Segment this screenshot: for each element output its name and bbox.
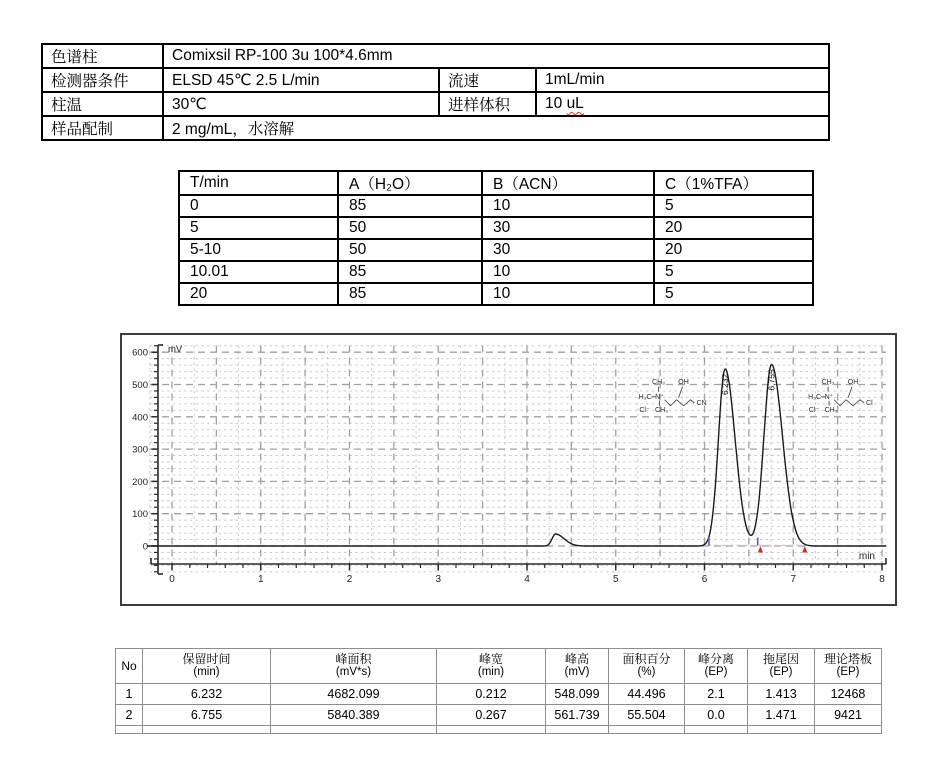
row-value	[536, 92, 829, 116]
table-header-row	[116, 649, 882, 684]
x-tick-label: 8	[879, 574, 885, 585]
col-header: T/min	[179, 171, 338, 195]
table-row	[179, 171, 813, 195]
table-row	[179, 217, 813, 239]
x-tick-label: 0	[169, 574, 175, 585]
cell: 10	[482, 283, 654, 305]
cell: 0.267	[437, 705, 546, 726]
svg-text:CH₃: CH₃	[821, 378, 835, 386]
cell: 561.739	[546, 705, 609, 726]
row-value: ELSD 45℃ 2.5 L/min	[163, 68, 439, 92]
table-row	[116, 705, 882, 726]
row-value: 2 mg/mL，水溶解	[163, 116, 829, 140]
svg-text:Cl⁻: Cl⁻	[808, 406, 820, 414]
col-header: 峰面积 (mV*s)	[271, 649, 437, 684]
x-axis-unit-label: min	[858, 551, 875, 562]
col-header: 峰分离 (EP)	[685, 649, 748, 684]
row-value: Comixsil RP-100 3u 100*4.6mm	[163, 44, 829, 68]
svg-text:CN: CN	[696, 399, 707, 407]
cell: 30	[482, 217, 654, 239]
cell: 9421	[815, 705, 882, 726]
cell: 20	[654, 217, 813, 239]
cell: 20	[179, 283, 338, 305]
table-row-stub	[116, 726, 882, 734]
cell: 548.099	[546, 684, 609, 705]
cell: 0	[179, 195, 338, 217]
col-header: 保留时间 (min)	[143, 649, 271, 684]
cell: 85	[338, 261, 482, 283]
cell: 5	[179, 217, 338, 239]
integration-end-mark	[802, 546, 807, 553]
col-header: 峰高 (mV)	[546, 649, 609, 684]
x-tick-label: 3	[435, 574, 442, 585]
row-label: 柱温	[42, 92, 163, 116]
cell: 5	[654, 261, 813, 283]
svg-text:N⁺: N⁺	[655, 393, 664, 401]
cell: 6.755	[143, 705, 271, 726]
injection-volume-unit: uL	[566, 95, 584, 112]
table-row	[179, 195, 813, 217]
y-tick-label: 400	[132, 412, 148, 424]
svg-text:Cl: Cl	[866, 399, 873, 407]
row-value: 30℃	[163, 92, 439, 116]
y-tick-label: 200	[132, 476, 148, 488]
row-label: 色谱柱	[42, 44, 163, 68]
cell: 12468	[815, 684, 882, 705]
y-axis-unit-label: mV	[168, 344, 183, 355]
peak-results-table	[115, 648, 882, 734]
cell: 1.471	[748, 705, 815, 726]
col-header: 面积百分 (%)	[609, 649, 685, 684]
svg-text:CH₃: CH₃	[824, 406, 838, 414]
cell: 6.232	[143, 684, 271, 705]
svg-text:N⁺: N⁺	[824, 393, 834, 401]
svg-text:OH: OH	[678, 378, 689, 386]
table-row	[179, 239, 813, 261]
cell: 10.01	[179, 261, 338, 283]
cell: 44.496	[609, 684, 685, 705]
cell: 4682.099	[271, 684, 437, 705]
svg-text:H₃C: H₃C	[808, 393, 822, 401]
row-label: 进样体积	[439, 92, 536, 116]
svg-text:CH₃: CH₃	[655, 406, 669, 414]
x-tick-label: 6	[701, 574, 708, 585]
col-header: B（ACN）	[482, 171, 654, 195]
peak-label: 6.232	[720, 373, 731, 395]
integration-end-mark	[758, 546, 763, 553]
x-tick-label: 1	[257, 574, 264, 585]
cell: 0.0	[685, 705, 748, 726]
cell: 2.1	[685, 684, 748, 705]
y-tick-label: 500	[132, 380, 148, 391]
table-row	[116, 684, 882, 705]
chromatogram-svg	[122, 335, 895, 604]
row-label: 流速	[439, 68, 536, 92]
cell: 5	[654, 283, 813, 305]
cell: 0.212	[437, 684, 546, 705]
table-row	[42, 116, 829, 140]
svg-text:H₃C: H₃C	[638, 393, 652, 401]
cell: 50	[338, 239, 482, 261]
cell: 5-10	[179, 239, 338, 261]
row-label: 样品配制	[42, 116, 163, 140]
cell: 10	[482, 261, 654, 283]
table-row	[42, 44, 829, 68]
col-header: No	[116, 649, 143, 684]
table-row	[42, 92, 829, 116]
gradient-program-table	[178, 170, 814, 306]
col-header: A（H₂O）	[338, 171, 482, 195]
cell: 85	[338, 195, 482, 217]
col-header: C（1%TFA）	[654, 171, 813, 195]
chromatogram-panel	[120, 333, 897, 606]
table-row	[179, 283, 813, 305]
y-tick-label: 300	[132, 444, 148, 456]
injection-volume-number: 10	[545, 95, 567, 112]
table-row	[179, 261, 813, 283]
cell: 1	[116, 684, 143, 705]
cell: 20	[654, 239, 813, 261]
cell: 50	[338, 217, 482, 239]
svg-text:OH: OH	[847, 378, 859, 386]
y-tick-label: 0	[142, 541, 148, 553]
col-header: 拖尾因 (EP)	[748, 649, 815, 684]
cell: 1.413	[748, 684, 815, 705]
y-tick-label: 100	[132, 509, 148, 521]
cell: 2	[116, 705, 143, 726]
cell: 5840.389	[271, 705, 437, 726]
x-tick-label: 5	[612, 574, 619, 585]
x-tick-label: 7	[790, 574, 797, 585]
x-tick-label: 4	[524, 574, 530, 585]
cell: 5	[654, 195, 813, 217]
cell: 55.504	[609, 705, 685, 726]
col-header: 理论塔板 (EP)	[815, 649, 882, 684]
instrument-conditions-table	[41, 43, 830, 141]
cell: 10	[482, 195, 654, 217]
table-row	[42, 68, 829, 92]
svg-text:CH₃: CH₃	[652, 378, 666, 386]
x-tick-label: 2	[346, 574, 353, 585]
svg-text:Cl⁻: Cl⁻	[639, 406, 650, 414]
peak-label: 6.755	[766, 369, 777, 391]
cell: 85	[338, 283, 482, 305]
row-label: 检测器条件	[42, 68, 163, 92]
row-value: 1mL/min	[536, 68, 829, 92]
cell: 30	[482, 239, 654, 261]
y-tick-label: 600	[132, 347, 148, 359]
col-header: 峰宽 (min)	[437, 649, 546, 684]
